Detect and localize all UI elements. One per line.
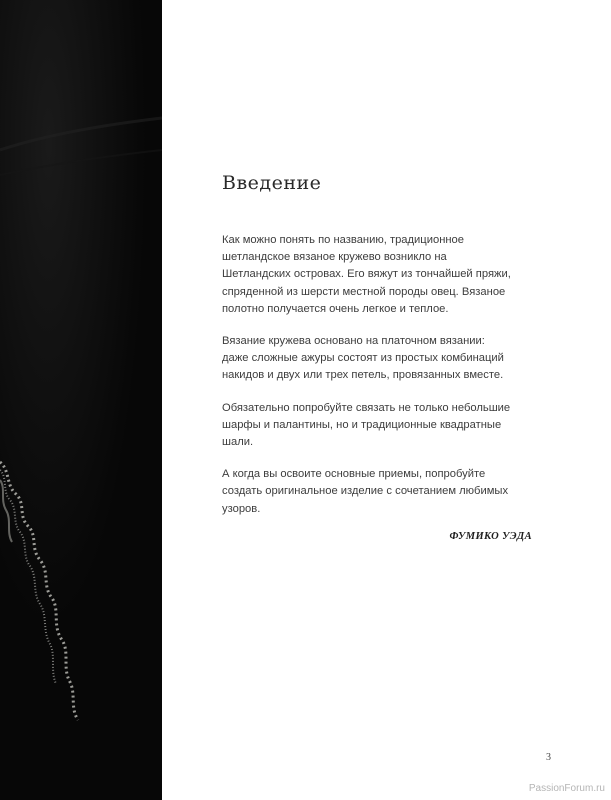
- lace-photo: [0, 0, 162, 800]
- introduction-section: [222, 172, 537, 533]
- author-signature: ФУМИКО УЭДА: [449, 531, 532, 542]
- page-title: Введение: [222, 172, 322, 194]
- site-watermark: PassionForum.ru: [528, 783, 605, 794]
- intro-paragraph-3: Обязательно попробуйте связать не только небольшие шарфы и палантины, но и традиционные квадратные шали.: [222, 401, 511, 449]
- intro-paragraph-4: А когда вы освоите основные приемы, попробуйте создать оригинальное изделие с сочетанием любимых узоров.: [222, 468, 509, 515]
- intro-paragraph-2: Вязание кружева основано на платочном вязании: даже сложные ажуры состоят из простых комбинаций накидов и двух или трех петель, провязанных вместе.: [222, 335, 504, 382]
- page-number: 3: [546, 752, 551, 763]
- intro-paragraph-1: Как можно понять по названию, традиционное шетландское вязаное кружево возникло на Шетландских островах. Его вяжут из тончайшей пряжи, спряденной из шерсти местной породы овец. Вязаное полотно получается очень легкое и теплое.: [222, 234, 511, 315]
- lace-edge-image: [0, 0, 162, 800]
